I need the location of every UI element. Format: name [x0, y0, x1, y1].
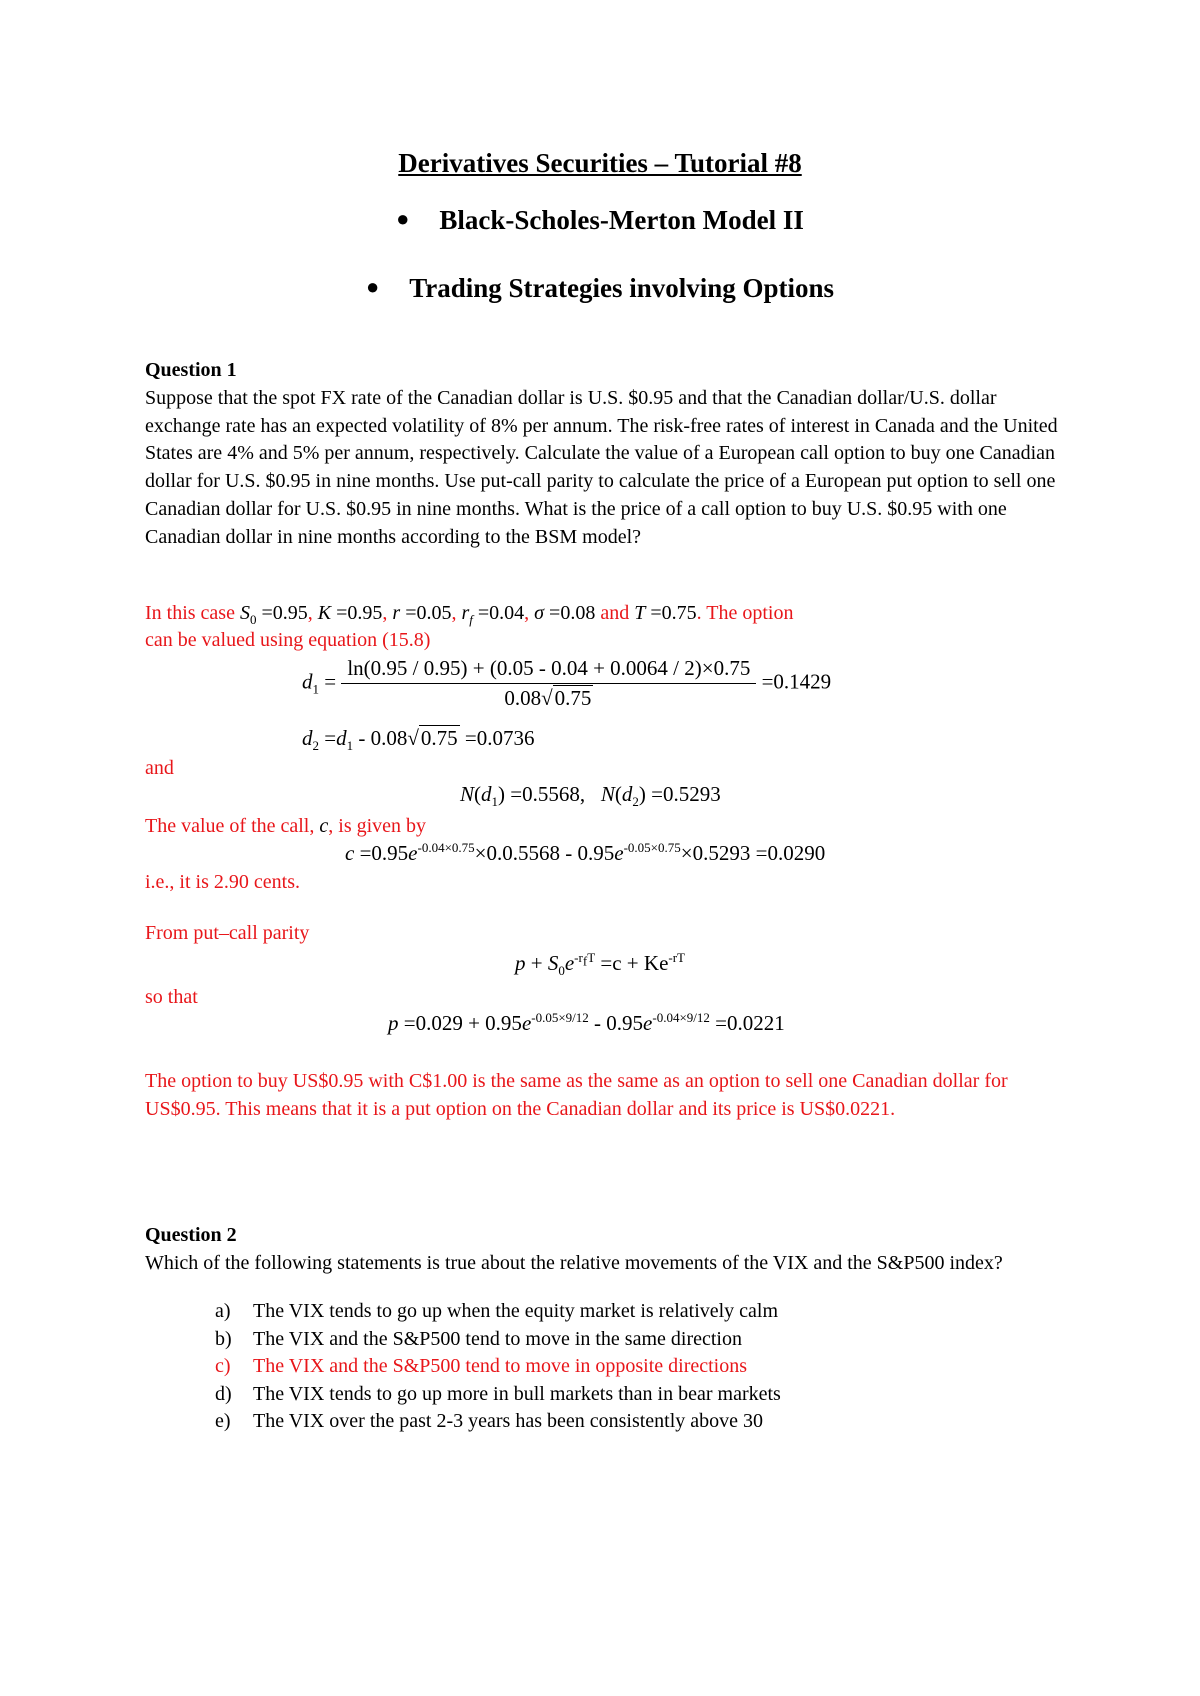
- answer-option-valued-a: . The option: [696, 602, 794, 624]
- d1-denominator: 0.08√0.75: [504, 686, 592, 710]
- cents-line: i.e., it is 2.90 cents.: [145, 871, 300, 893]
- d1-equation: $d_1$ = $\frac{\ln(0.95 / 0.95) + (0.05 - 0.04 + 0.0064 / 2)\times 0.75}{0.08√0.75}$ =0.1429: [302, 656, 832, 710]
- bullet-item-strategies: [0, 273, 1200, 304]
- put-call-parity-equation: $p + S_0e^{-r_fT} =c + Ke^{-rT}$: [515, 950, 685, 979]
- given-k: K =0.95: [317, 602, 383, 624]
- question-2-body: Which of the following statements is true about the relative movements of the VIX and the S&P500 index?: [145, 1251, 1003, 1274]
- bullet-label: Trading Strategies involving Options: [409, 273, 835, 303]
- so-that-line: so that: [145, 986, 198, 1008]
- d2-equation: $d_2 =d_1 - 0.08√0.75 =0.0736$: [302, 726, 535, 754]
- d1-result: =0.1429: [761, 669, 832, 694]
- question-1-body: Suppose that the spot FX rate of the Canadian dollar is U.S. $0.95 and that the Canadian dollar/U.S. dollar exchange rate has an expected volatility of 8% per annum. The risk-free rates of interest in Canada and the United States are 4% and 5% per annum, respectively. Calculate the value of a European call option to buy one Canadian dollar for U.S. $0.95 in nine months. Use put-call parity to calculate the price of a European put option to sell one Canadian dollar for U.S. $0.95 in nine months. What is the price of a call option to buy U.S. $0.95 with one Canadian dollar in nine months according to the BSM model?: [145, 386, 1058, 548]
- call-value-line: The value of the call, c, is given by: [145, 815, 427, 837]
- option-e: e) The VIX over the past 2-3 years has been consistently above 30: [215, 1410, 764, 1433]
- given-sigma: σ =0.08: [534, 602, 596, 624]
- call-symbol: c: [319, 815, 329, 837]
- option-c-correct: c) The VIX and the S&P500 tend to move in opposite directions: [215, 1355, 748, 1378]
- option-a: a) The VIX tends to go up when the equity market is relatively calm: [215, 1300, 779, 1322]
- question-1-block: [145, 357, 1075, 552]
- bullet-icon: ●: [365, 274, 380, 299]
- d1-fraction: [341, 656, 756, 711]
- question-2-heading: Question 2: [145, 1224, 237, 1246]
- answer-and-word: and: [600, 602, 630, 624]
- question-1-heading: Question 1: [145, 359, 237, 381]
- call-price-equation: $c =0.95e^{-0.04\times 0.75}\times 0.0.5568 - 0.95e^{-0.05\times 0.75}\times 0.5293 =0.0290$: [345, 840, 826, 865]
- d1-numerator: ln(0.95 / 0.95) + (0.05 - 0.04 + 0.0064 / 2)×0.75: [341, 656, 756, 684]
- d2-result: =0.0736: [464, 726, 535, 750]
- document-title: Derivatives Securities – Tutorial #8: [398, 148, 802, 178]
- bullet-item-bsm: [0, 205, 1200, 236]
- answer-intro-text: In this case: [145, 602, 235, 624]
- parity-label: From put–call parity: [145, 922, 310, 944]
- bullet-icon: ●: [396, 206, 410, 231]
- normal-cdf-values: $N(d_1) =0.5568$, $N(d_2) =0.5293$: [460, 782, 721, 810]
- answer-givens-line: In this case $S_0 =0.95$, K =0.95, r =0.05, $r_f =0.04$, σ =0.08 and T =0.75. The option: [145, 602, 794, 627]
- answer-conclusion: The option to buy US$0.95 with C$1.00 is the same as the same as an option to sell one Canadian dollar for US$0.95. This means that it is a put option on the Canadian dollar and its price is US$0.0221.: [145, 1070, 1008, 1120]
- given-t: T =0.75: [634, 602, 697, 624]
- bullet-label: Black-Scholes-Merton Model II: [439, 205, 804, 235]
- given-s0: $S_0 =0.95$: [239, 602, 308, 627]
- put-price-equation: $p =0.029 + 0.95e^{-0.05\times 9/12} - 0.95e^{-0.04\times 9/12} =0.0221$: [388, 1010, 785, 1035]
- and-line: and: [145, 757, 174, 779]
- option-b: b) The VIX and the S&P500 tend to move in the same direction: [215, 1327, 742, 1350]
- option-d: d) The VIX tends to go up more in bull markets than in bear markets: [215, 1382, 781, 1405]
- question-2-block: [145, 1222, 1075, 1278]
- question-2-options: [215, 1298, 1075, 1436]
- answer-equation-ref: can be valued using equation (15.8): [145, 629, 431, 651]
- given-r: r =0.05: [392, 602, 452, 624]
- given-rf: $r_f =0.04$: [461, 602, 525, 627]
